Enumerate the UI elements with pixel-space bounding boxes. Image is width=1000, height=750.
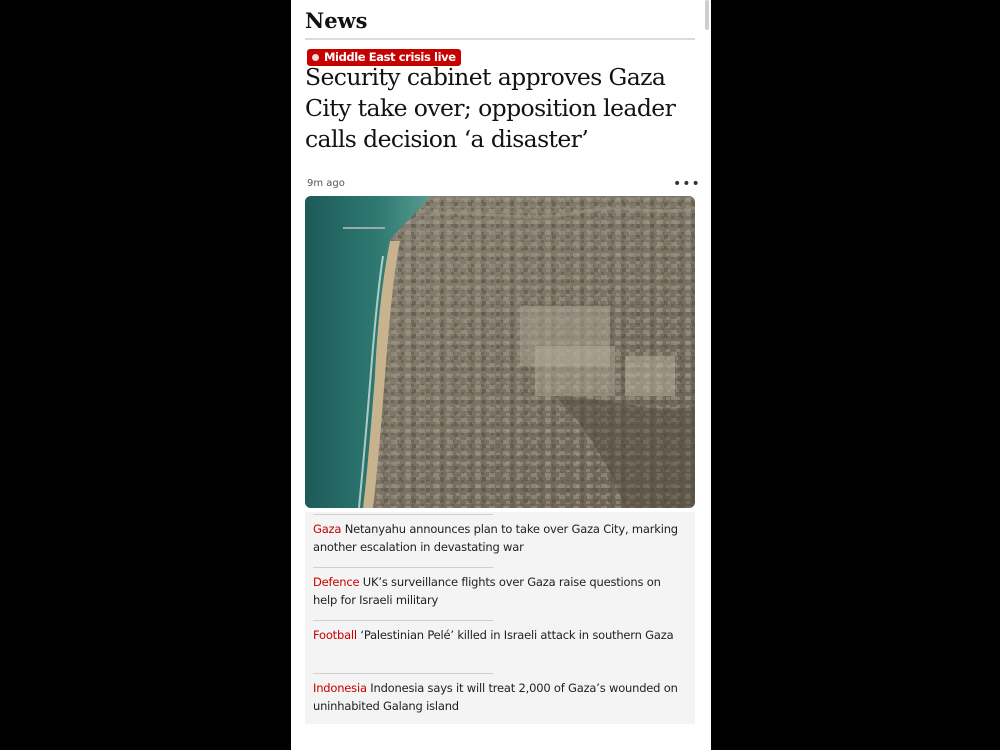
related-kicker: Indonesia [313,681,367,695]
related-headline: UK’s surveillance flights over Gaza raise questions on help for Israeli military [313,575,661,607]
timestamp: 9m ago [307,178,345,189]
live-badge-label: Middle East crisis live [324,50,456,64]
related-item[interactable] [313,626,685,644]
hero-image[interactable] [305,196,695,508]
related-divider [313,514,493,515]
aerial-coastline-image [305,196,695,508]
related-headline: ‘Palestinian Pelé’ killed in Israeli attack in southern Gaza [356,628,674,642]
related-headline: Netanyahu announces plan to take over Gaza City, marking another escalation in devastating war [313,522,678,554]
related-item[interactable] [313,573,685,609]
related-item[interactable] [313,520,685,556]
related-links [305,512,695,724]
related-kicker: Gaza [313,522,342,536]
related-kicker: Football [313,628,357,642]
article-card [291,0,711,750]
related-divider [313,567,493,568]
more-options-icon[interactable]: ••• [673,176,701,192]
section-divider [305,38,695,40]
related-headline: Indonesia says it will treat 2,000 of Gaza’s wounded on uninhabited Galang island [313,681,678,713]
headline-link[interactable]: Security cabinet approves Gaza City take over; opposition leader calls decision ‘a disaster’ [305,63,676,153]
related-kicker: Defence [313,575,360,589]
section-title: News [305,8,368,33]
scrollbar[interactable] [705,0,709,30]
live-dot-icon [312,54,319,61]
related-divider [313,620,493,621]
related-item[interactable] [313,679,685,715]
related-divider [313,673,493,674]
